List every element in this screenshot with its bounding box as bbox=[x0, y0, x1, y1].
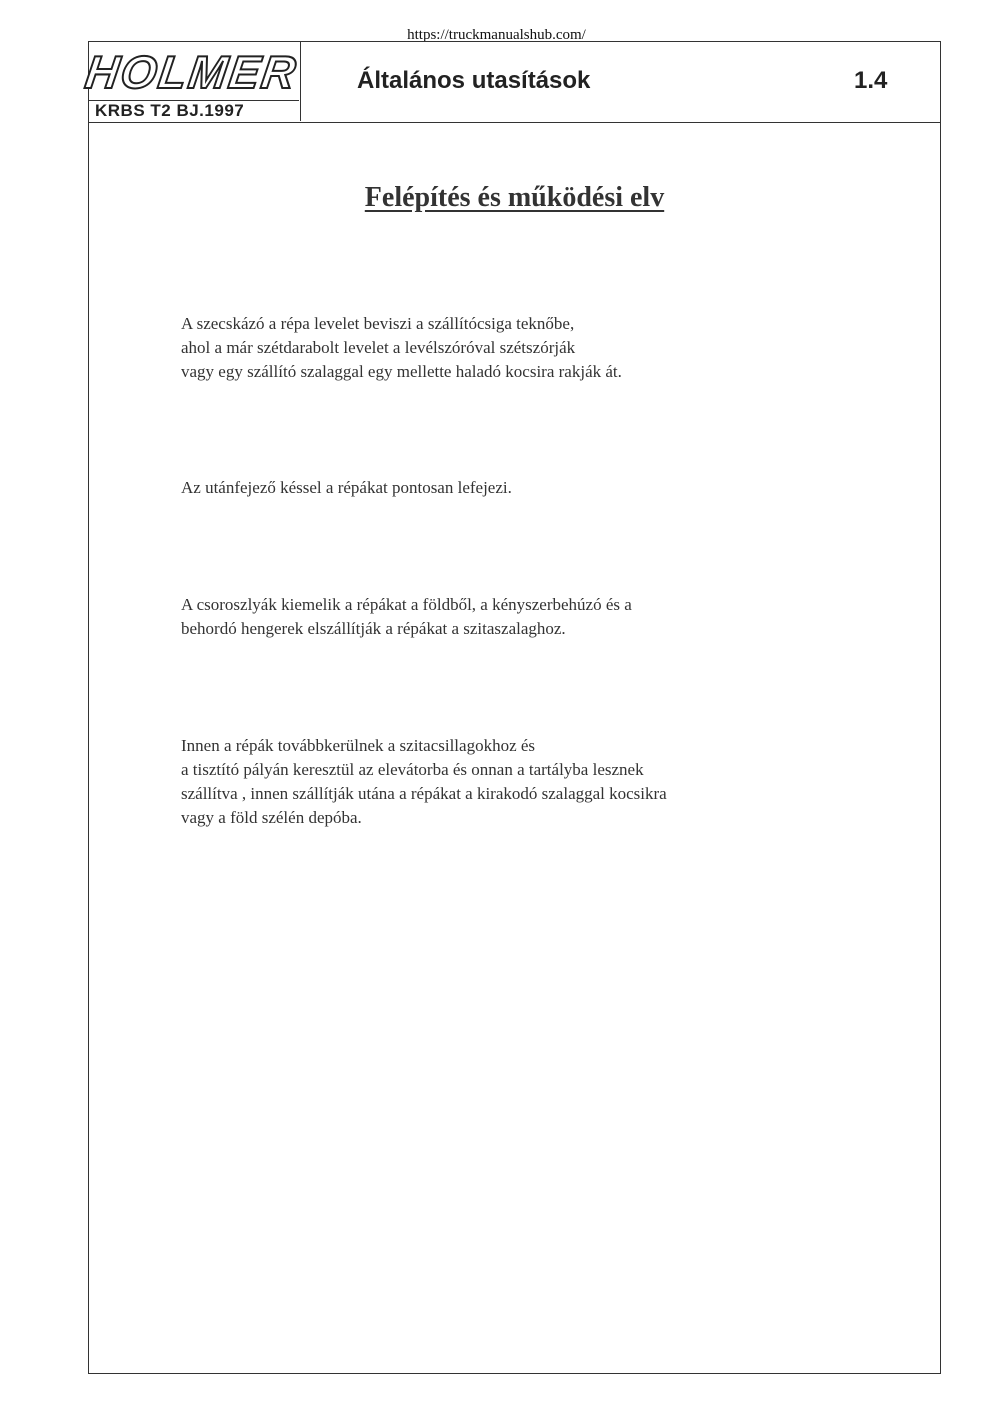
paragraph-1: A szecskázó a répa levelet beviszi a szállítócsiga teknőbe, ahol a már szétdarabolt levelet a levélszóróval szétszórják vagy egy szállító szalaggal egy mellette haladó kocsira rakják át. bbox=[181, 314, 622, 381]
paragraph-4: Innen a répák továbbkerülnek a szitacsillagokhoz és a tisztító pályán keresztül az elevátorba és onnan a tartályba lesznek szállítva , innen szállítják utána a répákat a kirakodó szalaggal kocsikra vagy a föld szélén depóba. bbox=[181, 736, 667, 827]
paragraph-2: Az utánfejező késsel a répákat pontosan lefejezi. bbox=[181, 478, 512, 497]
page-header bbox=[82, 42, 940, 123]
holmer-logo-icon bbox=[82, 46, 301, 98]
logo-box bbox=[82, 42, 301, 121]
header-title: Általános utasítások bbox=[357, 67, 591, 94]
model-label: KRBS T2 BJ.1997 bbox=[89, 100, 299, 121]
section-title: Felépítés és működési elv bbox=[364, 182, 665, 213]
page-frame bbox=[82, 41, 941, 1374]
svg-text:HOLMER: HOLMER bbox=[82, 46, 301, 98]
paragraph-3: A csoroszlyák kiemelik a répákat a földből, a kényszerbehúzó és a behordó hengerek elszállítják a répákat a szitaszalaghoz. bbox=[181, 595, 632, 638]
section-number: 1.4 bbox=[854, 67, 888, 94]
source-url: https://truckmanualshub.com/ bbox=[407, 27, 586, 43]
